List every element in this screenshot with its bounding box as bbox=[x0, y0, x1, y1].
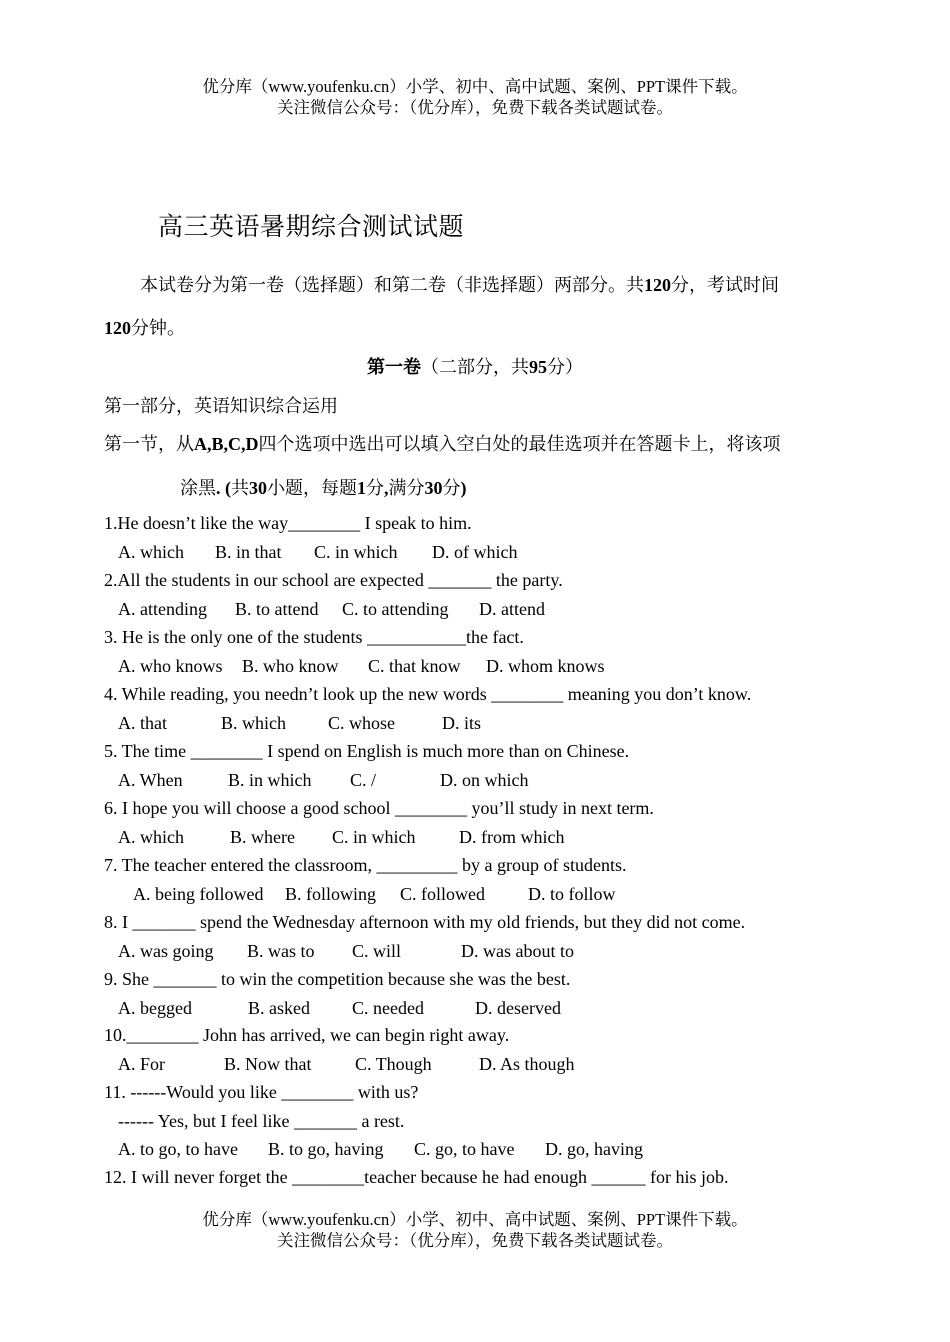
option-a: A. attending bbox=[118, 599, 207, 619]
option-d: D. from which bbox=[459, 827, 565, 847]
instruction-text: 分 bbox=[442, 478, 461, 498]
option-a: A. that bbox=[118, 713, 167, 733]
question-stem: 8. I _______ spend the Wednesday afternoon with my old friends, but they did not come. bbox=[104, 912, 746, 932]
instruction-text: 第一节，从 bbox=[104, 434, 194, 454]
question-stem: 11. ------Would you like ________ with us? bbox=[104, 1082, 419, 1102]
question-stem-reply: ------ Yes, but I feel like _______ a rest. bbox=[118, 1111, 405, 1131]
option-b: B. to go, having bbox=[268, 1139, 384, 1159]
instruction-text: , bbox=[384, 478, 389, 498]
option-a: A. to go, to have bbox=[118, 1139, 238, 1159]
option-b: B. which bbox=[221, 713, 286, 733]
footer-line-2: 关注微信公众号：（优分库），免费下载各类试题试卷。 bbox=[277, 1231, 673, 1250]
question-stem: 9. She _______ to win the competition because she was the best. bbox=[104, 969, 571, 989]
intro-text: 分，考试时间 bbox=[671, 275, 779, 295]
option-d: D. attend bbox=[479, 599, 545, 619]
intro-text: 分钟。 bbox=[131, 318, 185, 338]
question-stem: 12. I will never forget the ________teacher because he had enough ______ for his job. bbox=[104, 1167, 729, 1187]
instruction-text: 小题，每题 bbox=[267, 478, 357, 498]
option-b: B. to attend bbox=[235, 599, 319, 619]
header-line-1: 优分库（www.youfenku.cn）小学、初中、高中试题、案例、PPT课件下载。 bbox=[202, 77, 748, 96]
option-c: C. needed bbox=[352, 998, 424, 1018]
option-b: B. asked bbox=[248, 998, 310, 1018]
option-a: A. being followed bbox=[133, 884, 264, 904]
option-d: D. of which bbox=[432, 542, 518, 562]
option-d: D. go, having bbox=[545, 1139, 643, 1159]
option-d: D. to follow bbox=[528, 884, 616, 904]
section-instruction-cont bbox=[180, 474, 467, 500]
instruction-text: 满分 bbox=[388, 478, 425, 498]
exam-time: 120 bbox=[104, 318, 131, 338]
instruction-text: ) bbox=[460, 478, 467, 498]
option-a: A. was going bbox=[118, 941, 214, 961]
option-b: B. following bbox=[285, 884, 377, 904]
option-b: B. in which bbox=[228, 770, 312, 790]
option-a: A. begged bbox=[118, 998, 192, 1018]
instruction-text: 共 bbox=[231, 478, 249, 498]
question-stem: 3. He is the only one of the students ___________the fact. bbox=[104, 627, 524, 647]
question-stem: 4. While reading, you needn’t look up the new words ________ meaning you don’t know. bbox=[104, 684, 752, 704]
option-c: C. go, to have bbox=[414, 1139, 515, 1159]
question-stem: 5. The time ________ I spend on English is much more than on Chinese. bbox=[104, 741, 630, 761]
option-d: D. on which bbox=[440, 770, 529, 790]
volume-text: （二部分，共 bbox=[421, 357, 529, 377]
page-title: 高三英语暑期综合测试试题 bbox=[158, 214, 465, 241]
option-b: B. Now that bbox=[224, 1054, 312, 1074]
option-d: D. As though bbox=[479, 1054, 575, 1074]
volume-title: 第一卷 bbox=[367, 357, 421, 377]
question-stem: 2.All the students in our school are expected _______ the party. bbox=[104, 570, 563, 590]
option-c: C. / bbox=[350, 770, 377, 790]
instruction-text: . ( bbox=[216, 478, 231, 498]
option-b: B. where bbox=[230, 827, 295, 847]
part-heading: 第一部分，英语知识综合运用 bbox=[104, 396, 338, 416]
question-stem: 10.________ John has arrived, we can begin right away. bbox=[104, 1025, 510, 1045]
total-score: 120 bbox=[644, 275, 671, 295]
instruction-text: 四个选项中选出可以填入空白处的最佳选项并在答题卡上，将该项 bbox=[258, 434, 781, 454]
option-b: B. in that bbox=[215, 542, 282, 562]
instruction-count: 30 bbox=[249, 478, 267, 498]
instruction-text: 涂黑 bbox=[180, 478, 216, 498]
option-c: C. that know bbox=[368, 656, 461, 676]
option-b: B. who know bbox=[242, 656, 339, 676]
volume-heading bbox=[0, 353, 950, 379]
intro-paragraph-cont bbox=[104, 314, 185, 340]
instruction-total: 30 bbox=[424, 478, 443, 498]
intro-text: 本试卷分为第一卷（选择题）和第二卷（非选择题）两部分。共 bbox=[140, 275, 644, 295]
section-instruction bbox=[104, 430, 781, 456]
option-c: C. will bbox=[352, 941, 402, 961]
option-d: D. its bbox=[442, 713, 482, 733]
option-c: C. in which bbox=[314, 542, 398, 562]
option-b: B. was to bbox=[247, 941, 315, 961]
option-c: C. to attending bbox=[342, 599, 449, 619]
intro-paragraph bbox=[140, 271, 779, 297]
instruction-options: A,B,C,D bbox=[194, 434, 259, 454]
option-a: A. who knows bbox=[118, 656, 223, 676]
option-c: C. Though bbox=[355, 1054, 432, 1074]
option-d: D. whom knows bbox=[486, 656, 605, 676]
option-d: D. was about to bbox=[461, 941, 574, 961]
option-a: A. which bbox=[118, 542, 184, 562]
option-c: C. in which bbox=[332, 827, 416, 847]
question-stem: 7. The teacher entered the classroom, _________ by a group of students. bbox=[104, 855, 627, 875]
question-stem: 1.He doesn’t like the way________ I speak to him. bbox=[104, 513, 472, 533]
question-stem: 6. I hope you will choose a good school ________ you’ll study in next term. bbox=[104, 798, 654, 818]
footer-line-1: 优分库（www.youfenku.cn）小学、初中、高中试题、案例、PPT课件下载。 bbox=[202, 1210, 748, 1229]
option-c: C. followed bbox=[400, 884, 485, 904]
option-d: D. deserved bbox=[475, 998, 561, 1018]
header-line-2: 关注微信公众号：（优分库），免费下载各类试题试卷。 bbox=[277, 98, 673, 117]
instruction-text: 分 bbox=[366, 478, 384, 498]
volume-score: 95 bbox=[529, 357, 547, 377]
option-a: A. When bbox=[118, 770, 183, 790]
option-a: A. which bbox=[118, 827, 184, 847]
option-a: A. For bbox=[118, 1054, 166, 1074]
option-c: C. whose bbox=[328, 713, 395, 733]
instruction-points: 1 bbox=[357, 478, 366, 498]
volume-text: 分） bbox=[547, 357, 583, 377]
